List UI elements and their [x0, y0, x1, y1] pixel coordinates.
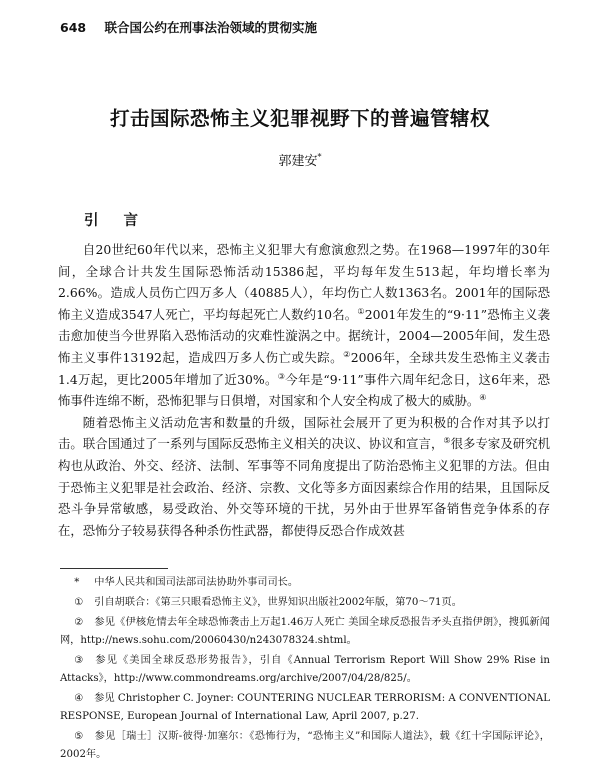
paragraph-text: 随着恐怖主义活动危害和数量的升级，国际社会展开了更为积极的合作对其予以打击。联合国通过了一系列与国际反恐怖主义相关的决议、协议和宣言，: [58, 414, 550, 452]
footnote-ref: ②: [343, 349, 351, 359]
footnote-divider: [60, 568, 168, 569]
footnote-text: 参见《美国全球反恐形势报告》，引自《Annual Terrorism Report Will Show 29% Rise in Attacks》，http://www.commondreams.org/archive/2007/04/28/825/。: [60, 655, 550, 684]
paragraph-text: 今年是“9·11”事件六周年纪念日，这6年来，恐怖事件连绵不断，恐怖犯罪与日俱增，对国家和个人安全构成了极大的威胁。: [58, 371, 551, 409]
article-title: 打击国际恐怖主义犯罪视野下的普遍管辖权: [109, 107, 490, 130]
paragraph-text: 2001年发生的“9·11”恐怖主义袭击愈加使当今世界陷入恐怖活动的灾难性漩涡之中。据统计，2004—2005年间，发生恐怖主义事件13192起，造成四万多人伤亡或失踪。: [58, 306, 550, 365]
page-number: 648: [60, 20, 87, 35]
footnote-item: [60, 614, 550, 650]
author-name: 郭建安: [278, 154, 318, 169]
paragraph-text: 很多专家及研究机构也从政治、外交、经济、法制、军事等不同角度提出了防治恐怖主义犯罪的方法。但由于恐怖主义犯罪是社会政治、经济、宗教、文化等多方面因素综合作用的结果，且国际反恐斗争异常敏感，易受政治、外交等环境的干扰，另外由于世界军备销售竞争体系的存在，恐怖分子较易获得各种杀伤性武器，都使得反恐合作成效甚: [58, 436, 551, 538]
footnote-text: 参见［瑞士］汉斯-彼得·加塞尔：《恐怖行为，“恐怖主义”和国际人道法》，载《红十字国际评论》，2002年。: [60, 731, 550, 760]
footnote-mark: ③: [74, 655, 84, 666]
footnote-mark: ④: [74, 693, 84, 704]
paragraph-text: 2006年，全球共发生恐怖主义袭击1.4万起，更比2005年增加了近30%。: [58, 349, 550, 387]
footnote-mark: ①: [74, 597, 84, 608]
running-title: 联合国公约在刑事法治领域的贯彻实施: [104, 20, 317, 35]
footnote-ref: ①: [357, 306, 365, 316]
author-line: [0, 150, 600, 169]
footnote-mark: ②: [74, 617, 84, 628]
footnote-item: [60, 728, 550, 764]
footnote-item: [60, 574, 550, 592]
footnote-text: 参见 Christopher C. Joyner: COUNTERING NUCLEAR TERRORISM: A CONVENTIONAL RESPONSE, European Journal of International Law, April 2007, p.27.: [60, 693, 550, 722]
footnote-item: [60, 652, 550, 688]
footnote-mark: ⑤: [74, 731, 84, 742]
footnote-ref: ④: [479, 393, 487, 403]
footnote-item: [60, 690, 550, 726]
author-footnote-mark: *: [317, 152, 322, 162]
section-heading: 引 言: [84, 213, 149, 229]
footnote-text: 参见《伊核危情去年全球恐怖袭击上万起1.46万人死亡 美国全球反恐报告矛头直指伊朗》，搜狐新闻网，http://news.sohu.com/20060430/n243078324.shtml。: [60, 617, 550, 646]
body-text: [58, 239, 550, 541]
footnote-text: 中华人民共和国司法部司法协助外事司司长。: [94, 577, 299, 588]
footnote-ref: ⑤: [443, 436, 451, 446]
footnote-text: 引自胡联合：《第三只眼看恐怖主义》，世界知识出版社2002年版，第70～71页。: [94, 597, 462, 608]
paragraph-text: 自20世纪60年代以来，恐怖主义犯罪大有愈演愈烈之势。在1968—1997年的30年间，全球合计共发生国际恐怖活动15386起，平均每年发生513起，年均增长率为2.66%。造成人员伤亡四万多人（40885人），年均伤亡人数1363名。2001年的国际恐怖主义造成3547人死亡，平均每起死亡人数约10名。: [58, 242, 550, 322]
footnote-mark: *: [74, 577, 80, 588]
running-header: [60, 18, 560, 36]
paragraph-2: [58, 412, 550, 542]
footnote-ref: ③: [277, 371, 286, 381]
footnote-item: [60, 594, 550, 612]
paragraph-1: [58, 239, 550, 412]
footnotes: [60, 574, 550, 766]
